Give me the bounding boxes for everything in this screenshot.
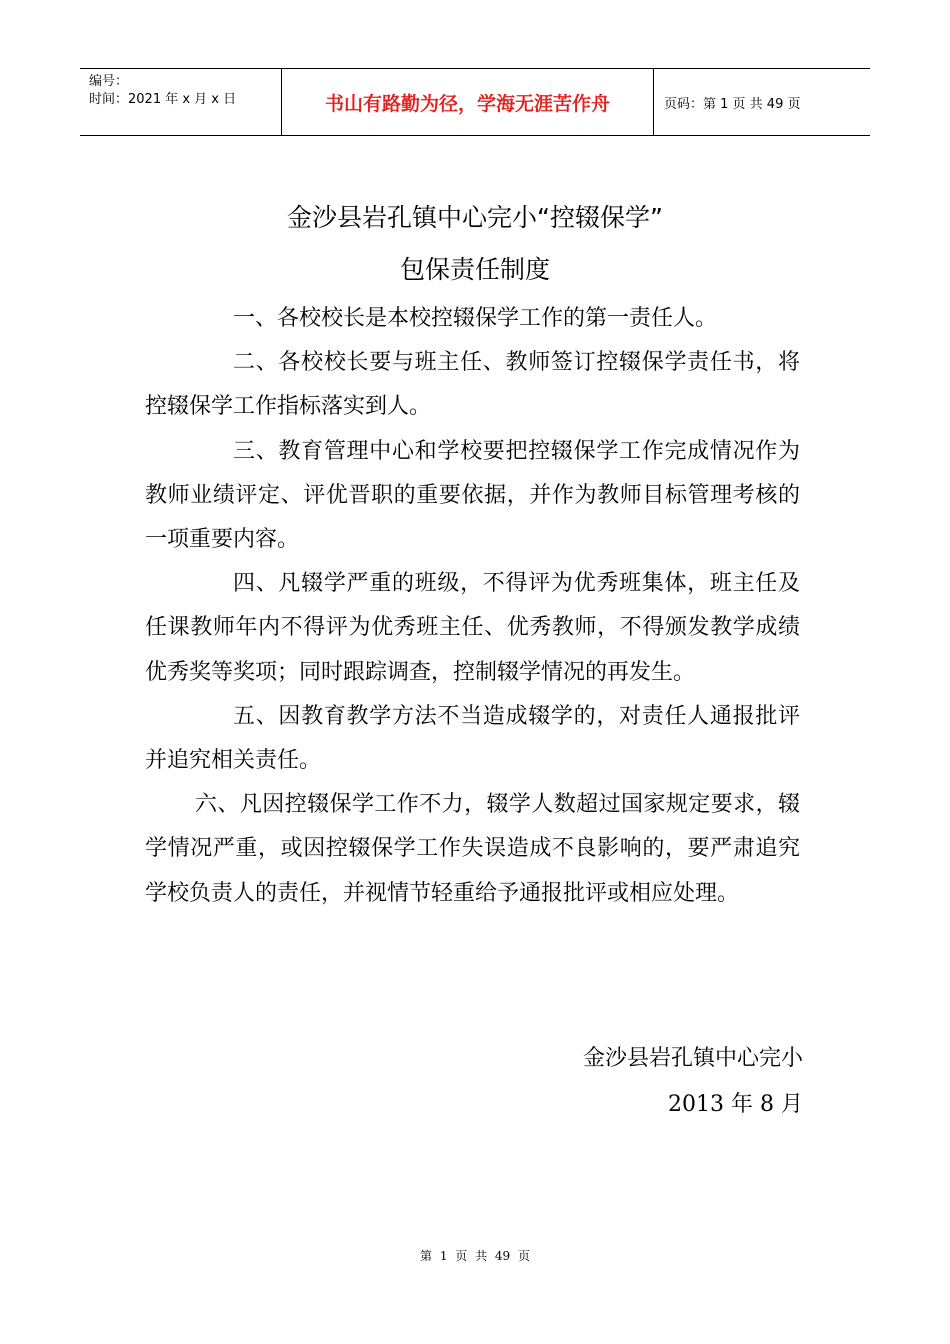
document-time-label: 时间：2021 年 x 月 x 日	[89, 92, 237, 107]
paragraph-3: 三、教育管理中心和学校要把控辍保学工作完成情况作为教师业绩评定、评优晋职的重要依据，并作为教师目标管理考核的一项重要内容。	[145, 438, 800, 553]
document-body	[145, 297, 800, 916]
header-table	[80, 68, 870, 136]
paragraph-5: 五、因教育教学方法不当造成辍学的，对责任人通报批评并追究相关责任。	[145, 703, 800, 774]
page-footer: 第 1 页 共 49 页	[420, 1249, 530, 1263]
document-title-line-2: 包保责任制度	[399, 255, 550, 284]
signature-organization: 金沙县岩孔镇中心完小	[582, 1046, 803, 1071]
document-number-label: 编号：	[89, 74, 129, 89]
paragraph-4: 四、凡辍学严重的班级，不得评为优秀班集体，班主任及任课教师年内不得评为优秀班主任、优秀教师，不得颁发教学成绩优秀奖等奖项；同时跟踪调查，控制辍学情况的再发生。	[145, 571, 800, 685]
paragraph-1: 一、各校校长是本校控辍保学工作的第一责任人。	[233, 306, 718, 331]
header-motto: 书山有路勤为径，学海无涯苦作舟	[324, 92, 610, 115]
header-meta-cell	[80, 69, 281, 135]
signature-date: 2013 年 8 月	[668, 1092, 803, 1117]
header-page-label: 页码：第 1 页 共 49 页	[664, 96, 801, 112]
document-title-line-1: 金沙县岩孔镇中心完小“控辍保学”	[287, 203, 663, 232]
header-motto-cell	[281, 69, 654, 135]
paragraph-2: 二、各校校长要与班主任、教师签订控辍保学责任书，将控辍保学工作指标落实到人。	[145, 350, 800, 420]
header-page-cell	[654, 69, 870, 135]
paragraph-6: 六、凡因控辍保学工作不力，辍学人数超过国家规定要求，辍学情况严重，或因控辍保学工作失误造成不良影响的，要严肃追究学校负责人的责任，并视情节轻重给予通报批评或相应处理。	[145, 792, 800, 906]
